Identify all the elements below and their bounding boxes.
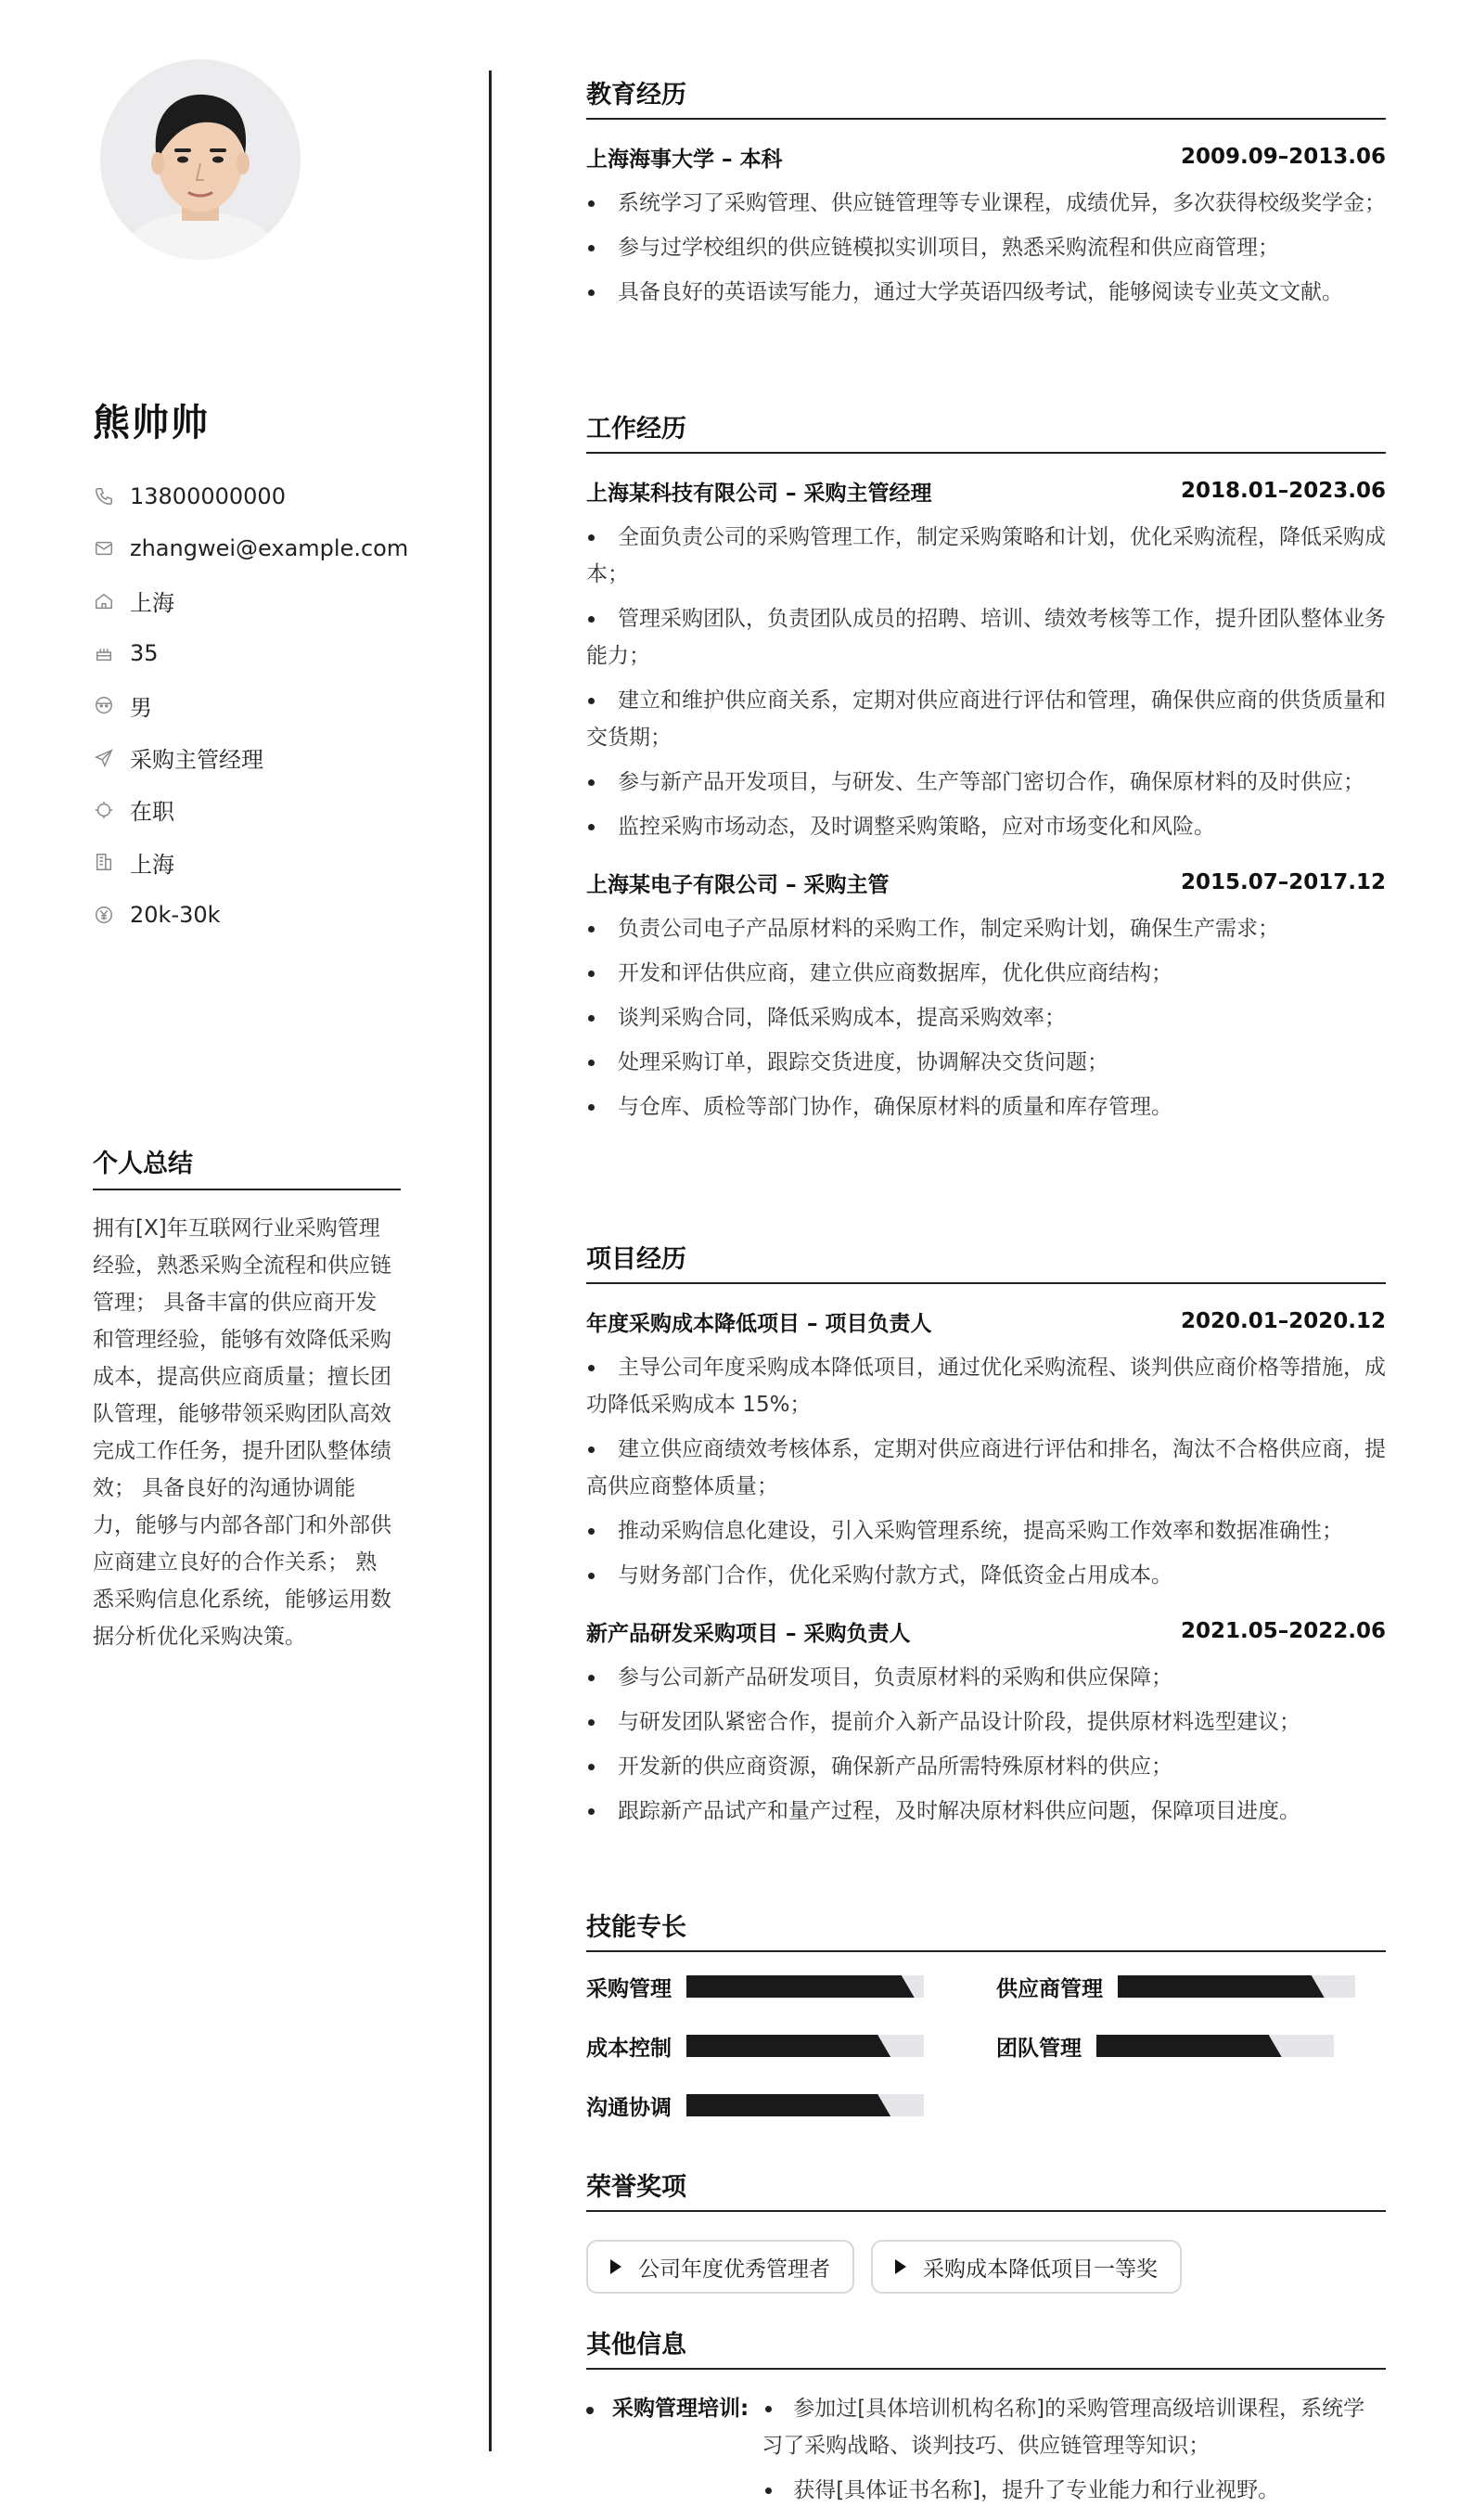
- skill-bar: [1118, 1975, 1355, 1998]
- entry-heading: 年度采购成本降低项目 – 项目负责人: [586, 1311, 932, 1336]
- skill-bar: [686, 2035, 924, 2057]
- bullet-item: 与研发团队紧密合作，提前介入新产品设计阶段，提供原材料选型建议；: [586, 1704, 1386, 1741]
- education-section: [586, 74, 1386, 318]
- entry-bullets: [586, 185, 1386, 311]
- skill-bar: [1096, 2035, 1334, 2057]
- entry-heading: 上海海事大学 – 本科: [586, 147, 783, 172]
- project-entry: [586, 1616, 1386, 1830]
- other-label: 采购管理培训:: [612, 2397, 749, 2421]
- bullet-item: 参与过学校组织的供应链模拟实训项目，熟悉采购流程和供应商管理；: [586, 229, 1386, 266]
- candidate-name: 熊帅帅: [93, 402, 210, 444]
- status-icon: [93, 799, 115, 821]
- building-icon: [93, 851, 115, 873]
- info-age-text: 35: [130, 640, 159, 667]
- projects-title: 项目经历: [586, 1239, 1386, 1284]
- other-item: [586, 2390, 1386, 2516]
- bullet-item: 全面负责公司的采购管理工作，制定采购策略和计划，优化采购流程，降低采购成本；: [586, 519, 1386, 593]
- avatar-portrait: [100, 59, 301, 260]
- skill-fill: [1096, 2035, 1282, 2057]
- work-entry: [586, 476, 1386, 845]
- info-gender: [93, 679, 408, 731]
- info-location: [93, 575, 408, 627]
- honor-label: 采购成本降低项目一等奖: [923, 2256, 1158, 2282]
- column-divider: [489, 71, 492, 2451]
- info-age: [93, 627, 408, 679]
- skill-item: [586, 2032, 996, 2060]
- skill-item: [996, 2032, 1386, 2060]
- other-title: 其他信息: [586, 2324, 1386, 2370]
- bullet-dot: [586, 2407, 594, 2414]
- info-position: [93, 731, 408, 783]
- home-icon: [93, 590, 115, 612]
- skill-bar: [686, 2094, 924, 2116]
- bullet-item: 建立和维护供应商关系，定期对供应商进行评估和管理，确保供应商的供货质量和交货期；: [586, 682, 1386, 756]
- skill-name: 成本控制: [586, 2036, 672, 2061]
- yen-icon: [93, 904, 115, 926]
- entry-date: 2009.09–2013.06: [1180, 145, 1386, 169]
- other-section: [586, 2324, 1386, 2516]
- mail-icon: [93, 537, 115, 559]
- entry-header: [586, 142, 1386, 172]
- bullet-item: 监控采购市场动态，及时调整采购策略，应对市场变化和风险。: [586, 808, 1386, 845]
- summary-text: 拥有[X]年互联网行业采购管理经验，熟悉采购全流程和供应链管理； 具备丰富的供应商开发和管理经验，能够有效降低采购成本，提高供应商质量；擅长团队管理，能够带领采购团队高效完成工作任务，提升团队整体绩效； 具备良好的沟通协调能力，能够与内部各部门和外部供应商建立良好的合作关系； 熟悉采购信息化系统，能够运用数据分析优化采购决策。: [93, 1216, 391, 1649]
- honors-title: 荣誉奖项: [586, 2166, 1386, 2212]
- skill-name: 采购管理: [586, 1976, 672, 2001]
- entry-header: [586, 1616, 1386, 1646]
- entry-date: 2021.05–2022.06: [1180, 1619, 1386, 1643]
- skill-bar: [686, 1975, 924, 1998]
- honor-tag: [871, 2240, 1182, 2294]
- info-position-text: 采购主管经理: [130, 747, 263, 774]
- entry-header: [586, 1306, 1386, 1336]
- skills-grid: [586, 1973, 1386, 2119]
- skill-fill: [1118, 1975, 1325, 1998]
- skills-section: [586, 1907, 1386, 2119]
- honors-section: [586, 2166, 1386, 2294]
- bullet-item: 参加过[具体培训机构名称]的采购管理高级培训课程，系统学习了采购战略、谈判技巧、供应链管理等知识；: [762, 2390, 1369, 2464]
- project-entry: [586, 1306, 1386, 1594]
- bullet-item: 开发和评估供应商，建立供应商数据库，优化供应商结构；: [586, 955, 1386, 992]
- info-city: [93, 836, 408, 888]
- bullet-item: 参与公司新产品研发项目，负责原材料的采购和供应保障；: [586, 1659, 1386, 1696]
- entry-bullets: [586, 1349, 1386, 1594]
- skill-name: 团队管理: [996, 2036, 1082, 2061]
- entry-heading: 新产品研发采购项目 – 采购负责人: [586, 1621, 911, 1646]
- cake-icon: [93, 642, 115, 664]
- skill-item: [996, 1973, 1386, 2000]
- play-triangle-icon: [895, 2259, 906, 2274]
- work-section: [586, 408, 1386, 1133]
- entry-date: 2018.01–2023.06: [1180, 479, 1386, 503]
- honor-tag: [586, 2240, 854, 2294]
- entry-bullets: [586, 519, 1386, 845]
- work-entry: [586, 868, 1386, 1125]
- bullet-item: 主导公司年度采购成本降低项目，通过优化采购流程、谈判供应商价格等措施，成功降低采购成本 15%；: [586, 1349, 1386, 1423]
- info-salary: [93, 888, 408, 940]
- skill-fill: [686, 1975, 915, 1998]
- avatar: [100, 59, 301, 260]
- bullet-item: 开发新的供应商资源，确保新产品所需特殊原材料的供应；: [586, 1748, 1386, 1785]
- play-triangle-icon: [610, 2259, 621, 2274]
- entry-bullets: [586, 910, 1386, 1125]
- other-details: [762, 2390, 1369, 2516]
- contact-info-list: [93, 470, 408, 941]
- face-icon: [93, 694, 115, 716]
- bullet-item: 处理采购订单，跟踪交货进度，协调解决交货问题；: [586, 1044, 1386, 1081]
- bullet-item: 获得[具体证书名称]，提升了专业能力和行业视野。: [762, 2472, 1369, 2509]
- send-icon: [93, 747, 115, 769]
- entry-heading: 上海某科技有限公司 – 采购主管经理: [586, 481, 932, 506]
- info-phone-text: 13800000000: [130, 483, 286, 510]
- info-city-text: 上海: [130, 851, 174, 878]
- info-location-text: 上海: [130, 590, 174, 617]
- bullet-item: 系统学习了采购管理、供应链管理等专业课程，成绩优异，多次获得校级奖学金；: [586, 185, 1386, 222]
- skill-name: 供应商管理: [996, 1976, 1103, 2001]
- entry-header: [586, 476, 1386, 506]
- bullet-item: 谈判采购合同，降低采购成本，提高采购效率；: [586, 999, 1386, 1036]
- bullet-item: 具备良好的英语读写能力，通过大学英语四级考试，能够阅读专业英文文献。: [586, 274, 1386, 311]
- summary-title: 个人总结: [93, 1143, 401, 1190]
- education-title: 教育经历: [586, 74, 1386, 120]
- info-status: [93, 784, 408, 836]
- work-title: 工作经历: [586, 408, 1386, 454]
- entry-bullets: [586, 1659, 1386, 1830]
- info-salary-text: 20k-30k: [130, 901, 221, 928]
- bullet-item: 建立供应商绩效考核体系，定期对供应商进行评估和排名，淘汰不合格供应商，提高供应商整体质量；: [586, 1431, 1386, 1505]
- honor-label: 公司年度优秀管理者: [638, 2256, 830, 2282]
- entry-header: [586, 868, 1386, 897]
- bullet-item: 与仓库、质检等部门协作，确保原材料的质量和库存管理。: [586, 1088, 1386, 1125]
- bullet-item: 与财务部门合作，优化采购付款方式，降低资金占用成本。: [586, 1557, 1386, 1594]
- entry-heading: 上海某电子有限公司 – 采购主管: [586, 872, 890, 897]
- info-status-text: 在职: [130, 799, 174, 826]
- skill-fill: [686, 2035, 890, 2057]
- entry-date: 2015.07–2017.12: [1180, 870, 1386, 894]
- education-entry: [586, 142, 1386, 311]
- info-gender-text: 男: [130, 694, 152, 721]
- skill-item: [586, 2091, 996, 2119]
- bullet-item: 跟踪新产品试产和量产过程，及时解决原材料供应问题，保障项目进度。: [586, 1793, 1386, 1830]
- skill-fill: [686, 2094, 890, 2116]
- bullet-item: 推动采购信息化建设，引入采购管理系统，提高采购工作效率和数据准确性；: [586, 1512, 1386, 1549]
- bullet-item: 负责公司电子产品原材料的采购工作，制定采购计划，确保生产需求；: [586, 910, 1386, 947]
- info-phone: [93, 470, 408, 522]
- info-email: [93, 522, 408, 574]
- skill-item: [586, 1973, 996, 2000]
- phone-icon: [93, 485, 115, 508]
- info-email-text: zhangwei@example.com: [130, 535, 409, 562]
- bullet-item: 管理采购团队，负责团队成员的招聘、培训、绩效考核等工作，提升团队整体业务能力；: [586, 600, 1386, 675]
- honors-list: [586, 2240, 1386, 2294]
- skills-title: 技能专长: [586, 1907, 1386, 1952]
- entry-date: 2020.01–2020.12: [1180, 1309, 1386, 1333]
- bullet-item: 参与新产品开发项目，与研发、生产等部门密切合作，确保原材料的及时供应；: [586, 764, 1386, 801]
- skill-name: 沟通协调: [586, 2095, 672, 2120]
- projects-section: [586, 1239, 1386, 1837]
